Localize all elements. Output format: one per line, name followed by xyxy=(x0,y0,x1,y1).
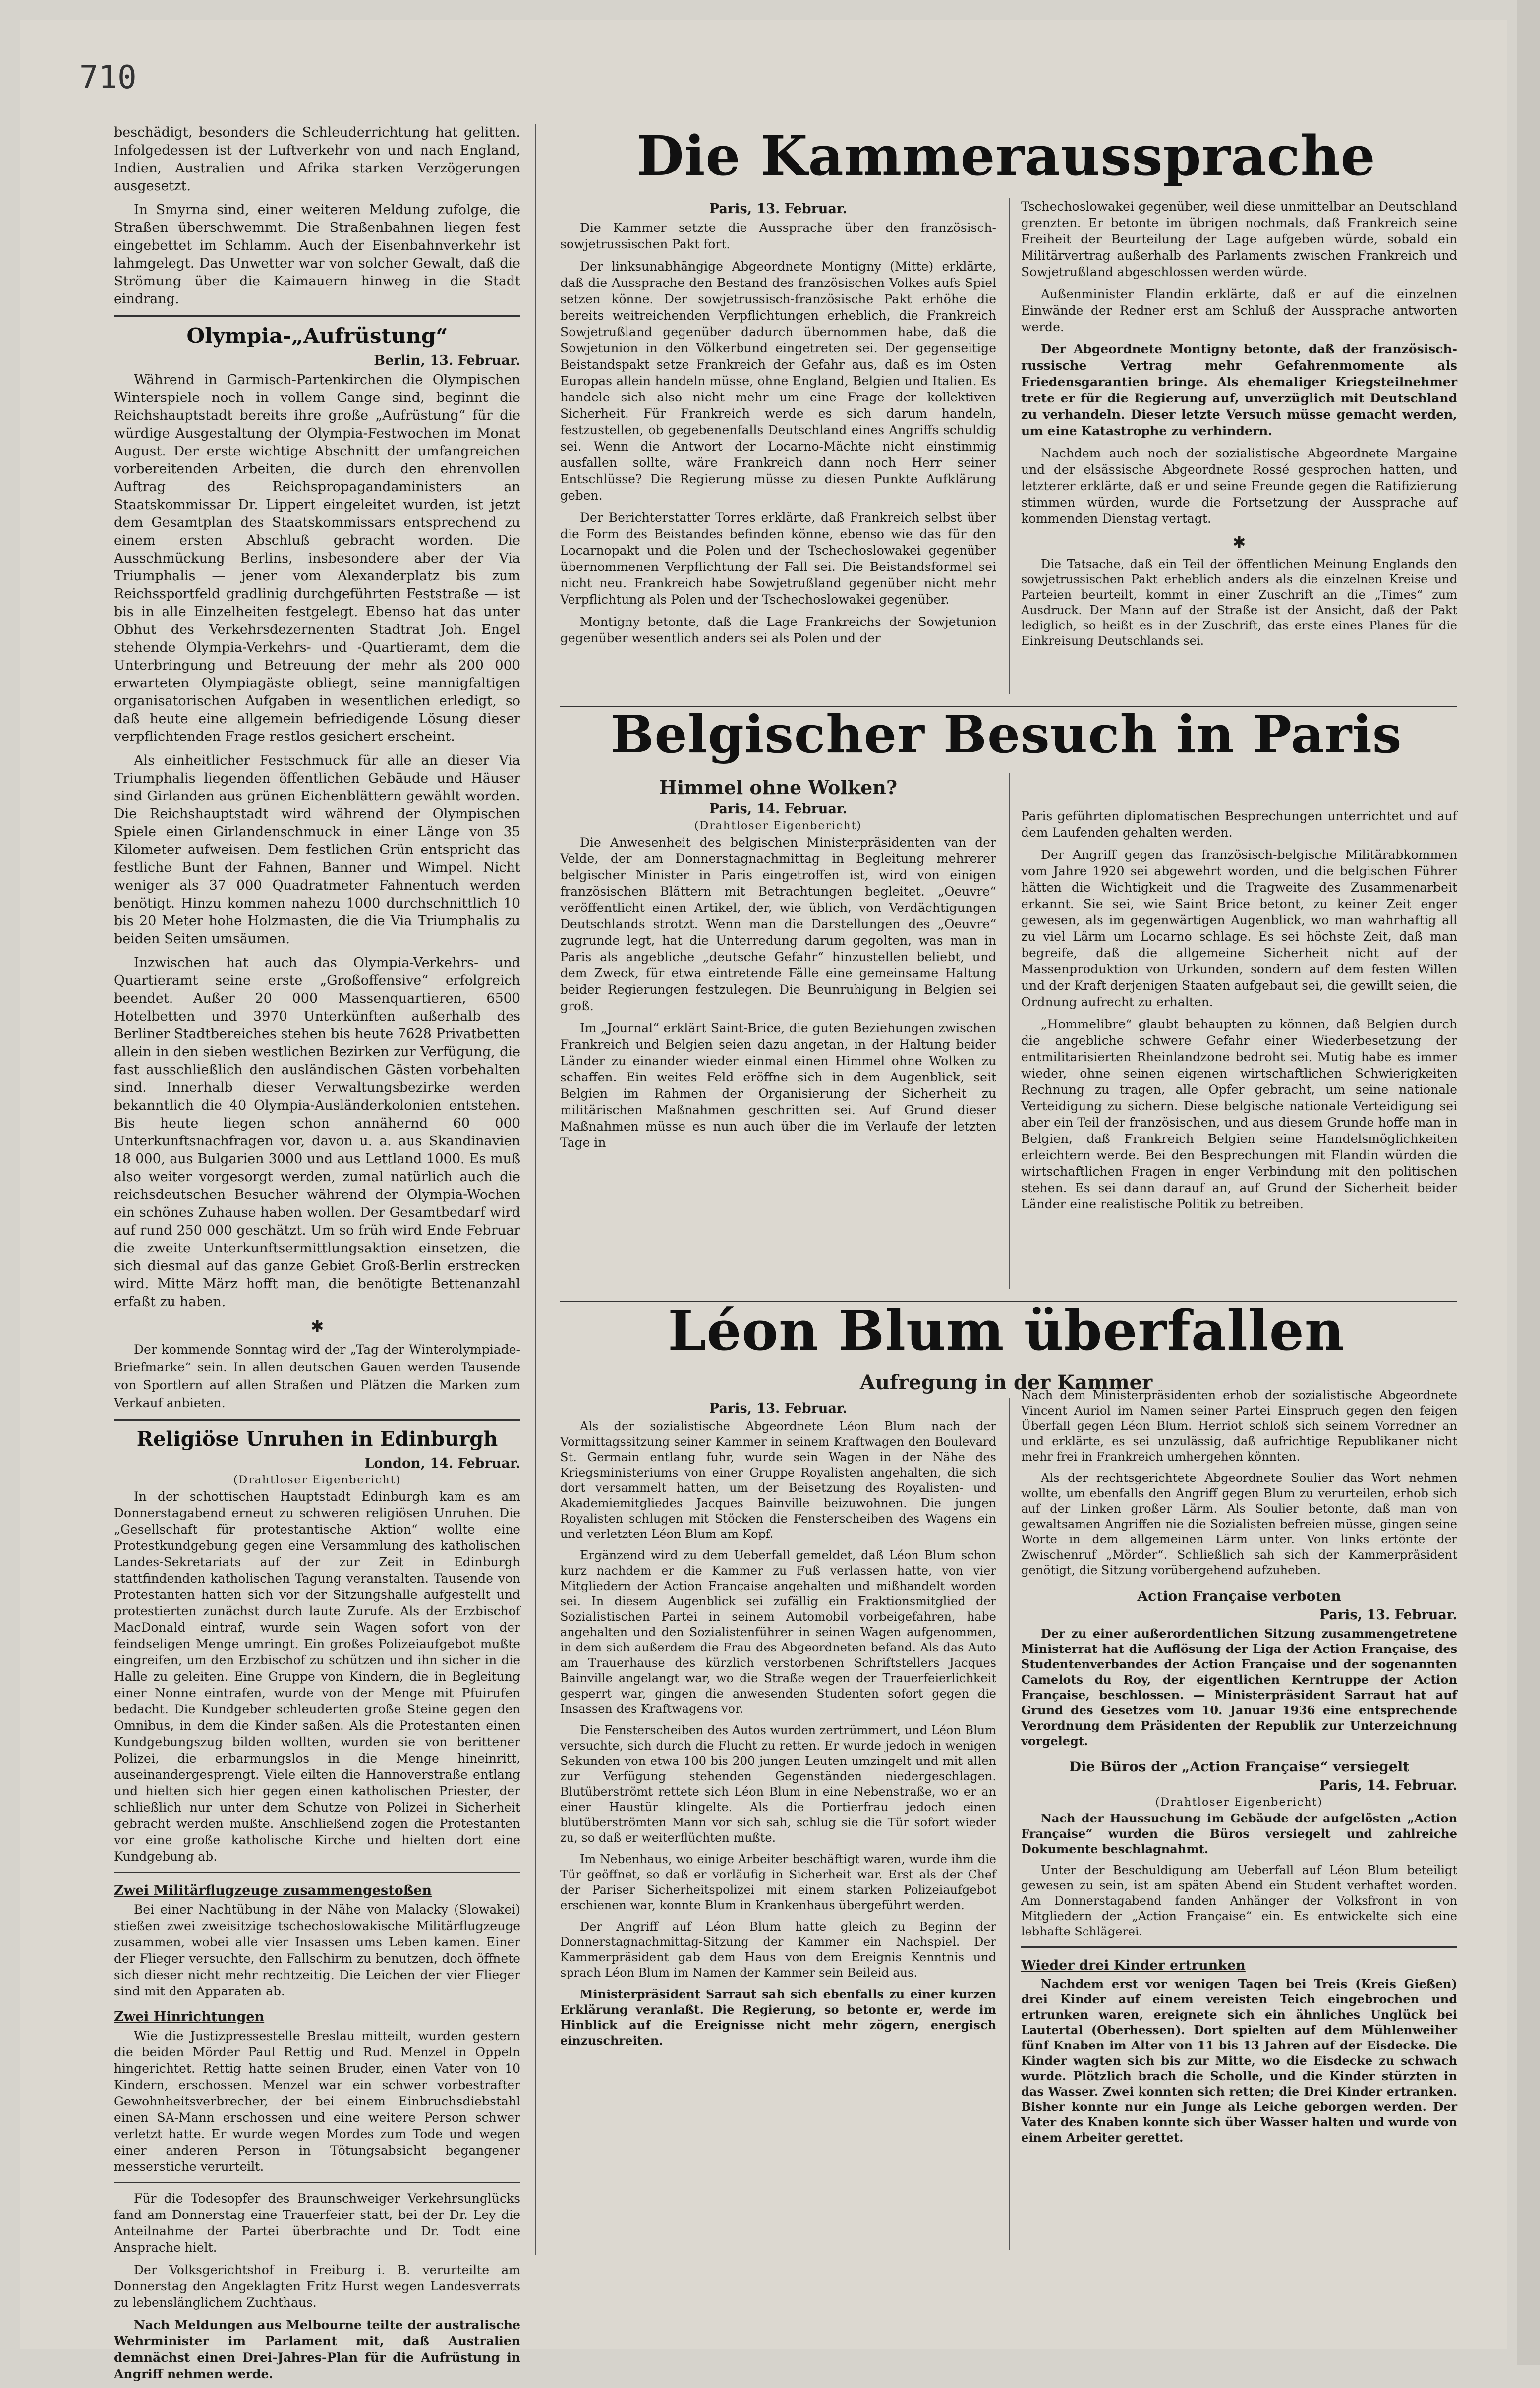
intro-paragraph: In Smyrna sind, einer weiteren Meldung zufolge, die Straßen überschwemmt. Die Straßenbahnen liegen fest eingebettet im Schlamm. Auch der Eisenbahnverkehr ist lahmgelegt. Das Unwetter war von solcher Gewalt, daß die Strömung über die Kaimauern hinweg in die Stadt eindrang. xyxy=(114,202,520,307)
bueros-title: Die Büros der „Action Française“ versiegelt xyxy=(1069,1759,1410,1775)
kammer-paragraph: Außenminister Flandin erklärte, daß er auf die einzelnen Einwände der Redner erst am Schluß der Aussprache antworten werde. xyxy=(1021,287,1457,334)
belgisch-headline: Belgischer Besuch in Paris xyxy=(610,704,1402,765)
belgisch-paragraph: Der Angriff gegen das französisch-belgische Militärabkommen vom Jahre 1920 sei abgewehrt worden, und die belgischen Führer hätten die Wichtigkeit und die Tragweite des Zusammenarbeit erkannt. Sie sei, wie Saint Brice betont, zu keiner Zeit enger gewesen, als im gegenwärtigen Augenblick, wo man wahrhaftig all zu viel Lärm um Locarno schlage. Es sei höchste Zeit, daß man begreife, daß die allgemeine Sicherheit nicht auf der Massenproduktion von Urkunden, sondern auf dem festen Willen und der Kraft derjenigen Staaten aufgebaut sei, die gewillt seien, die Ordnung aufrecht zu erhalten. xyxy=(1021,848,1457,1009)
blum-column xyxy=(560,1398,996,2054)
blum-dateline: Paris, 13. Februar. xyxy=(709,1401,848,1416)
edinburgh-dateline: London, 14. Februar. xyxy=(364,1456,520,1471)
belgisch-paragraph: Im „Journal“ erklärt Saint-Brice, die guten Beziehungen zwischen Frankreich und Belgien seien dazu angetan, in der Haltung beider Länder zu einander wieder einmal einen Himmel ohne Wolken zu schaffen. Ein weites Feld eröffne sich in dem Augenblick, seit Belgien im Rahmen der Organisierung der Sicherheit zu militärischen Maßnahmen geschritten sei. Auf Grund dieser Maßnahmen müsse es nun auch über die im Verlaufe der letzten Tage in xyxy=(560,1021,996,1150)
kinder-text: Nachdem erst vor wenigen Tagen bei Treis (Kreis Gießen) drei Kinder auf einem vereisten Teich eingebrochen und ertrunken waren, ereignete sich ein ähnliches Unglück bei Lautertal (Oberhessen). Dort spielten auf dem Mühlenweiher fünf Knaben im Alter von 11 bis 13 Jahren auf der Eisdecke. Die Kinder wagten sich bis zur Mitte, wo die Eisdecke zu schwach wurde. Plötzlich brach die Scholle, und die Kinder stürzten in das Wasser. Zwei konnten sich retten; die Drei Kinder ertranken. Bisher konnte nur ein Junge als Leiche geborgen werden. Der Vater des Knaben konnte sich über Wasser halten und wurde von einem Arbeiter gerettet. xyxy=(1021,1977,1457,2145)
divider xyxy=(114,1872,520,1873)
column-divider xyxy=(1009,773,1010,1289)
kammer-column-right xyxy=(1021,198,1457,655)
kammer-dateline: Paris, 13. Februar. xyxy=(709,201,848,217)
page-edge xyxy=(1517,0,1540,2365)
kammer-paragraph: Montigny betonte, daß die Lage Frankreichs der Sowjetunion gegenüber wesentlich anders sei als Polen und der xyxy=(560,615,996,645)
kammer-paragraph: Der linksunabhängige Abgeordnete Montigny (Mitte) erklärte, daß die Aussprache den Bestand des französischen Volkes aufs Spiel setzen könne. Der sowjetrussisch-französische Pakt erhöhe die bereits weitreichenden Verpflichtungen erheblich, die Frankreich Sowjetrußland gegenüber dadurch übernommen habe, daß die Sowjetunion in den Völkerbund eingetreten sei. Der gegenseitige Beistandspakt setze Frankreich der Gefahr aus, daß es im Osten Europas allein handeln müsse, ohne England, Belgien und Italien. Es handele sich also nicht mehr um eine Frage der kollektiven Sicherheit. Für Frankreich werde es sich darum handeln, festzustellen, ob gegebenenfalls Deutschland eines Angriffs schuldig sei. Wenn die Antwort der Locarno-Mächte nicht einstimmig ausfallen sollte, wäre Frankreich dann noch Herr seiner Entschlüsse? Die Regierung müsse zu diesen Punkte Aufklärung geben. xyxy=(560,259,996,503)
intro-paragraph: beschädigt, besonders die Schleuderrichtung hat gelitten. Infolgedessen ist der Luftverkehr von und nach England, Indien, Australien und Afrika starken Verzögerungen ausgesetzt. xyxy=(114,125,520,194)
olympia-note: Der kommende Sonntag wird der „Tag der Winterolympiade-Briefmarke“ sein. In allen deutschen Gauen werden Tausende von Sportlern auf allen Straßen und Plätzen die Marken zum Verkauf anbieten. xyxy=(114,1342,520,1410)
blum-subhead: Aufregung in der Kammer xyxy=(859,1371,1153,1394)
closing-item: Der Volksgerichtshof in Freiburg i. B. verurteilte am Donnerstag den Angeklagten Fritz Hurst wegen Landesverrats zu lebenslänglichem Zuchthaus. xyxy=(114,2263,520,2310)
action-verboten-text: Der zu einer außerordentlichen Sitzung zusammengetretene Ministerrat hat die Auflösung der Liga der Action Française, des Studentenverbandes der Action Française und der sogenannten Camelots du Roy, der eigentlichen Kerntruppe der Action Française, beschlossen. — Ministerpräsident Sarraut hat auf Grund des Gesetzes vom 10. Januar 1936 eine entsprechende Verordnung dem Präsidenten der Republik zur Unterzeichnung vorgelegt. xyxy=(1021,1626,1457,1748)
divider xyxy=(114,1419,520,1421)
blum-headline: Léon Blum überfallen xyxy=(668,1299,1345,1363)
olympia-paragraph: Während in Garmisch-Partenkirchen die Olympischen Winterspiele noch in vollem Gange sind, beginnt die Reichshauptstadt bereits ihre große „Aufrüstung“ für die würdige Ausgestaltung der Olympia-Festwochen im Monat August. Der erste wichtige Abschnitt der umfangreichen vorbereitenden Arbeiten, die durch den ehrenvollen Auftrag des Reichspropagandaministers an Staatskommissar Dr. Lippert eingeleitet wurden, ist jetzt dem Gesamtplan des Staatskommissars entsprechend zu einem ersten Abschluß gebracht worden. Die Ausschmückung Berlins, insbesondere aber der Via Triumphalis — jener vom Alexanderplatz bis zum Reichssportfeld gradlinig durchgeführten Feststraße — ist bis in alle Einzelheiten festgelegt. Ebenso hat das unter Obhut des Verkehrsdezernenten Stadtrat Joh. Engel stehende Olympia-Verkehrs- und -Quartieramt, dem die Unterbringung und Betreuung der mehr als 200 000 erwarteten Olympiagäste obliegt, seine mannigfaltigen organisatorischen Aufgaben in wesentlichen erledigt, so daß heute eine allgemein befriedigende Lösung dieser verpflichtenden Frage restlos gesichert erscheint. xyxy=(114,372,520,744)
blum-paragraph: Ministerpräsident Sarraut sah sich ebenfalls zu einer kurzen Erklärung veranlaßt. Die Regierung, so betonte er, werde im Hinblick auf die Ereignisse nicht mehr zögern, energisch einzuschreiten. xyxy=(560,1987,996,2047)
olympia-paragraph: Inzwischen hat auch das Olympia-Verkehrs- und Quartieramt seine erste „Großoffensive“ erfolgreich beendet. Außer 20 000 Massenquartieren, 6500 Hotelbetten und 3970 Unterkünften außerhalb des Berliner Stadtbereiches stehen bis heute 7628 Privatbetten allein in den sieben westlichen Bezirken zur Verfügung, die fast ausschließlich den ausländischen Gästen vorbehalten sind. Innerhalb dieser Verwaltungsbezirke werden bekanntlich die 40 Olympia-Ausländerkolonien entstehen. Bis heute liegen schon annähernd 60 000 Unterkunftsnachfragen vor, davon u. a. aus Skandinavien 18 000, aus Bulgarien 3000 und aus Lettland 1000. Es muß also weiter vorgesorgt werden, zumal natürlich auch die reichsdeutschen Besucher während der Olympia-Wochen ein schönes Zuhause haben wollen. Der Gesamtbedarf wird auf rund 250 000 geschätzt. Um so früh wird Ende Februar die zweite Unterkunftsermittlungsaktion einsetzen, die sich diesmal auf das ganze Gebiet Groß-Berlin erstrecken wird. Mitte März hofft man, die benötigte Bettenanzahl erfaßt zu haben. xyxy=(114,955,520,1309)
blum-column-right xyxy=(1021,1388,1457,2151)
bueros-paragraph: Nach der Haussuchung im Gebäude der aufgelösten „Action Française“ wurden die Büros versiegelt und zahlreiche Dokumente beschlagnahmt. xyxy=(1021,1811,1457,1856)
short-item-text: Bei einer Nachtübung in der Nähe von Malacky (Slowakei) stießen zwei zweisitzige tschechoslowakische Militärflugzeuge zusammen, wobei alle vier Insassen ums Leben kamen. Einer der Flieger versuchte, den Fallschirm zu benutzen, doch öffnete sich dieser nicht mehr rechtzeitig. Die Leichen der vier Flieger sind mit den Apparaten ab. xyxy=(114,1902,520,1998)
blum-paragraph: Die Fensterscheiben des Autos wurden zertrümmert, und Léon Blum versuchte, sich durch die Flucht zu retten. Er wurde jedoch in wenigen Sekunden von etwa 100 bis 200 jungen Leuten umzingelt und mit allen zur Verfügung stehenden Gegenständen niedergeschlagen. Blutüberströmt rettete sich Léon Blum in eine Nebenstraße, wo er an einer Haustür klingelte. Als die Portierfrau jedoch einen blutüberströmten Mann vor sich sah, schlug sie die Tür sofort wieder zu, so daß er weiterflüchten mußte. xyxy=(560,1723,996,1845)
blum-paragraph: Nach dem Ministerpräsidenten erhob der sozialistische Abgeordnete Vincent Auriol im Namen seiner Partei Einspruch gegen den feigen Überfall gegen Léon Blum. Herriot schloß sich seinem Vorredner an und erklärte, es sei unzulässig, daß aufrichtige Republikaner nicht mehr frei in Frankreich umhergehen könnten. xyxy=(1021,1388,1457,1464)
short-item-title: Zwei Militärflugzeuge zusammengestoßen xyxy=(114,1883,432,1898)
kammer-headline: Die Kammeraussprache xyxy=(636,124,1376,188)
kammer-star-note: Die Tatsache, daß ein Teil der öffentlichen Meinung Englands den sowjetrussischen Pakt erheblich anders als die einzelnen Kreise und Parteien beurteilt, kommt in einer Zuschrift an die „Times“ zum Ausdruck. Der Mann auf der Straße ist der Ansicht, daß der Pakt lediglich, so heißt es in der Zuschrift, das erste eines Planes für die Einkreisung Deutschlands sei. xyxy=(1021,557,1457,648)
edinburgh-credit: (Drahtloser Eigenbericht) xyxy=(233,1474,401,1486)
belgisch-credit: (Drahtloser Eigenbericht) xyxy=(694,820,862,832)
page-number: 710 xyxy=(79,59,137,96)
kinder-title: Wieder drei Kinder ertrunken xyxy=(1021,1958,1246,1973)
divider xyxy=(114,2182,520,2183)
olympia-dateline: Berlin, 13. Februar. xyxy=(374,353,520,368)
column-divider xyxy=(1009,1398,1010,2250)
belgisch-subhead: Himmel ohne Wolken? xyxy=(659,776,898,798)
bueros-dateline: Paris, 14. Februar. xyxy=(1319,1778,1457,1793)
belgisch-dateline: Paris, 14. Februar. xyxy=(709,801,848,817)
belgisch-column xyxy=(560,773,996,1157)
divider xyxy=(114,315,520,317)
kammer-paragraph: Die Kammer setzte die Aussprache über den französisch-sowjetrussischen Pakt fort. xyxy=(560,221,996,251)
blum-paragraph: Der Angriff auf Léon Blum hatte gleich zu Beginn der Donnerstagnachmittag-Sitzung der Kammer ein Nachspiel. Der Kammerpräsident gab dem Haus von dem Ereignis Kenntnis und sprach Léon Blum im Namen der Kammer sein Beileid aus. xyxy=(560,1920,996,1980)
column-divider xyxy=(535,124,536,2255)
blum-paragraph: Als der rechtsgerichtete Abgeordnete Soulier das Wort nehmen wollte, um ebenfalls den Angriff gegen Blum zu verurteilen, erhob sich auf der Linken großer Lärm. Als Soulier betonte, daß man von gewaltsamen Angriffen nie die Sozialisten befreien müsse, gingen seine Worte in dem allgemeinen Lärm unter. Von links ertönte der Zwischenruf „Mörder“. Schließlich sah sich der Kammerpräsident genötigt, die Sitzung vorübergehend aufzuheben. xyxy=(1021,1471,1457,1577)
bueros-credit: (Drahtloser Eigenbericht) xyxy=(1155,1796,1323,1809)
belgisch-paragraph: Die Anwesenheit des belgischen Ministerpräsidenten van der Velde, der am Donnerstagnachmittag in Begleitung mehrerer belgischer Minister in Paris eingetroffen ist, wird von einigen französischen Blättern mit Betrachtungen begleitet. „Oeuvre“ veröffentlicht einen Artikel, der, wie üblich, von Verdächtigungen Deutschlands strotzt. Wenn man die Darstellungen des „Oeuvre“ zugrunde legt, hat die Unterredung darum gegolten, was man in Paris als angebliche „deutsche Gefahr“ hinzustellen beliebt, und dem Zweck, für etwa eintretende Fälle eine gemeinsame Haltung beider Regierungen festzulegen. Die Beunruhigung in Belgien sei groß. xyxy=(560,835,996,1013)
asterisk-divider: ✱ xyxy=(310,1317,324,1336)
olympia-headline: Olympia-„Aufrüstung“ xyxy=(186,324,448,348)
kammer-paragraph: Nachdem auch noch der sozialistische Abgeordnete Margaine und der elsässische Abgeordnete Rossé gesprochen hatten, und letzterer erklärte, daß er und seine Freunde gegen die Ratifizierung stimmen würden, wurde die Fortsetzung der Aussprache auf kommenden Dienstag vertagt. xyxy=(1021,446,1457,526)
blum-paragraph: Ergänzend wird zu dem Ueberfall gemeldet, daß Léon Blum schon kurz nachdem er die Kammer zu Fuß verlassen hatte, von vier Mitgliedern der Action Française angehalten und mißhandelt worden sei. In diesem Augenblick sei zufällig ein Fraktionsmitglied der Sozialistischen Partei in seinem Automobil vorbeigefahren, habe angehalten und den Sozialistenführer in seinen Wagen aufgenommen, in dem sich außerdem die Frau des Abgeordneten befand. Als das Auto am Trauerhause des kürzlich verstorbenen Schriftstellers Jacques Bainville angelangt war, wo die Straße wegen der Trauerfeierlichkeit gesperrt war, gingen die anwesenden Studenten sofort gegen die Insassen des Kraftwagens vor. xyxy=(560,1548,996,1716)
blum-paragraph: Als der sozialistische Abgeordnete Léon Blum nach der Vormittagssitzung seiner Kammer in seinem Kraftwagen den Boulevard St. Germain entlang fuhr, wurde sein Wagen in der Nähe des Kriegsministeriums von einer Gruppe Royalisten angehalten, die sich dort versammelt hatten, um der Beisetzung des Royalisten- und Akademiemitgliedes Jacques Bainville beizuwohnen. Die jungen Royalisten schlugen mit Stöcken die Fensterscheiben des Wagens ein und verletzten Léon Blum am Kopf. xyxy=(560,1420,996,1541)
blum-paragraph: Im Nebenhaus, wo einige Arbeiter beschäftigt waren, wurde ihm die Tür geöffnet, so daß er vorläufig in Sicherheit war. Erst als der Chef der Pariser Sicherheitspolizei mit einem starken Polizeiaufgebot erschienen war, konnte Blum in Krankenhaus übergeführt werden. xyxy=(560,1852,996,1912)
belgisch-paragraph: „Hommelibre“ glaubt behaupten zu können, daß Belgien durch die angebliche schwere Gefahr einer Wiederbesetzung der entmilitarisierten Rheinlandzone bedroht sei. Mutig habe es immer wieder, ohne seinen eigenen wirtschaftlichen Schwierigkeiten Rechnung zu tragen, alle Opfer gebracht, um seine nationale Verteidigung zu sichern. Diese belgische nationale Verteidigung sei aber ein Teil der französischen, und aus diesem Grunde hoffe man in Belgien, daß Frankreich Belgien seine Handelsmöglichkeiten erleichtern werde. Bei den Besprechungen mit Flandin würden die wirtschaftlichen Fragen in enger Verbindung mit den politischen stehen. Es sei dann darauf an, auf Grund der Sicherheit beider Länder eine realistische Politik zu betreiben. xyxy=(1021,1017,1457,1211)
asterisk-divider: ✱ xyxy=(1232,533,1246,552)
edinburgh-paragraph: In der schottischen Hauptstadt Edinburgh kam es am Donnerstagabend erneut zu schweren religiösen Unruhen. Die „Gesellschaft für protestantische Aktion“ wollte eine Protestkundgebung gegen eine Versammlung des katholischen Landes-Sekretariats auf der zur Zeit in Edinburgh stattfindenden katholischen Tagung veranstalten. Tausende von Protestanten hatten sich vor der Sitzungshalle aufgestellt und protestierten zunächst durch laute Zurufe. Als der Erzbischof MacDonald eintraf, wurde sein Wagen sofort von der feindseligen Menge umringt. Ein großes Polizeiaufgebot mußte eingreifen, um den Erzbischof zu schützen und ihn sicher in die Halle zu geleiten. Eine Gruppe von Kindern, die in Begleitung einer Nonne eintrafen, wurde von der Menge mit Pfuirufen bedacht. Die Kundgeber schleuderten große Steine gegen den Omnibus, in dem die Kinder saßen. Als die Protestanten einen Kundgebungszug bilden wollten, wurden sie von berittener Polizei, die erbarmungslos in die Menge hineinritt, auseinandergesprengt. Viele eilten die Hannoverstraße entlang und hielten sich hier gegen einen katholischen Priester, der schließlich nur unter dem Schutze von Polizei in Sicherheit gebracht werden mußte. Anschließend zogen die Protestanten vor eine große katholische Kirche und hielten dort eine Kundgebung ab. xyxy=(114,1489,520,1864)
edinburgh-headline: Religiöse Unruhen in Edinburgh xyxy=(136,1427,498,1451)
short-item-text: Wie die Justizpressestelle Breslau mitteilt, wurden gestern die beiden Mörder Paul Rettig und Rud. Menzel in Oppeln hingerichtet. Rettig hatte seinen Bruder, einen Vater von 10 Kindern, erschossen. Menzel war ein schwer vorbestrafter Gewohnheitsverbrecher, der bei einem Einbruchsdiebstahl einen SA-Mann erschossen und eine weitere Person schwer verletzt hatte. Er wurde wegen Mordes zum Tode und wegen einer anderen Person in Tötungsabsicht begangener messerstiche verurteilt. xyxy=(114,2029,520,2174)
kammer-paragraph: Der Berichterstatter Torres erklärte, daß Frankreich selbst über die Form des Beistandes befinden könne, ebenso wie das für den Locarnopakt und die Polen und der Tschechoslowakei gegenüber übernommenen Verpflichtung der Fall sei. Die Beistandsformel sei nicht neu. Frankreich habe Sowjetrußland gegenüber nicht mehr Verpflichtung als Polen und der Tschechoslowakei gegenüber. xyxy=(560,511,996,607)
kammer-column xyxy=(560,198,996,652)
belgisch-column-right xyxy=(1021,808,1457,1218)
kammer-paragraph: Tschechoslowakei gegenüber, weil diese unmittelbar an Deutschland grenzten. Er betonte im übrigen nochmals, daß Frankreich seine Freiheit der Beurteilung der Lage aufgeben würde, sobald ein Militärvertrag außerhalb des Parlaments zwischen Frankreich und Sowjetrußland abgeschlossen werden würde. xyxy=(1021,199,1457,279)
action-verboten-dateline: Paris, 13. Februar. xyxy=(1319,1607,1457,1623)
bueros-paragraph: Unter der Beschuldigung am Ueberfall auf Léon Blum beteiligt gewesen zu sein, ist am späten Abend ein Student verhaftet worden. Am Donnerstagabend fanden Anhänger der Volksfront in von Mitgliedern der „Action Française“ ein. Es entwickelte sich eine lebhafte Schlägerei. xyxy=(1021,1863,1457,1938)
column-divider xyxy=(1009,198,1010,694)
left-column xyxy=(114,124,520,2388)
divider xyxy=(1021,1946,1457,1948)
kammer-paragraph: Der Abgeordnete Montigny betonte, daß der französisch-russische Vertrag mehr Gefahrenmomente als Friedensgarantien bringe. Als ehemaliger Kriegsteilnehmer trete er für die Regierung auf, unverzüglich mit Deutschland zu verhandeln. Dieser letzte Versuch müsse gemacht werden, um eine Katastrophe zu verhindern. xyxy=(1021,342,1457,438)
closing-item: Für die Todesopfer des Braunschweiger Verkehrsunglücks fand am Donnerstag eine Trauerfeier statt, bei der Dr. Ley die Anteilnahme der Partei überbrachte und Dr. Todt eine Ansprache hielt. xyxy=(114,2191,520,2255)
closing-item: Nach Meldungen aus Melbourne teilte der australische Wehrminister im Parlament mit, daß Australien demnächst einen Drei-Jahres-Plan für die Aufrüstung in Angriff nehmen werde. xyxy=(114,2318,520,2381)
belgisch-paragraph: Paris geführten diplomatischen Besprechungen unterrichtet und auf dem Laufenden gehalten werden. xyxy=(1021,809,1457,840)
action-verboten-title: Action Française verboten xyxy=(1137,1588,1341,1604)
short-item-title: Zwei Hinrichtungen xyxy=(114,2009,265,2025)
olympia-paragraph: Als einheitlicher Festschmuck für alle an dieser Via Triumphalis liegenden öffentlichen Gebäude und Häuser sind Girlanden aus grünen Eichenblättern gewählt worden. Die Reichshauptstadt wird während der Olympischen Spiele einen Girlandenschmuck in einer Länge von 35 Kilometer aufweisen. Dem festlichen Grün entspricht das festliche Bunt der Fahnen, Banner und Wimpel. Nicht weniger als 37 000 Quadratmeter Fahnentuch werden benötigt. Hinzu kommen nahezu 1000 durchschnittlich 10 bis 20 Meter hohe Holzmasten, die die Via Triumphalis zu beiden Seiten umsäumen. xyxy=(114,753,520,947)
